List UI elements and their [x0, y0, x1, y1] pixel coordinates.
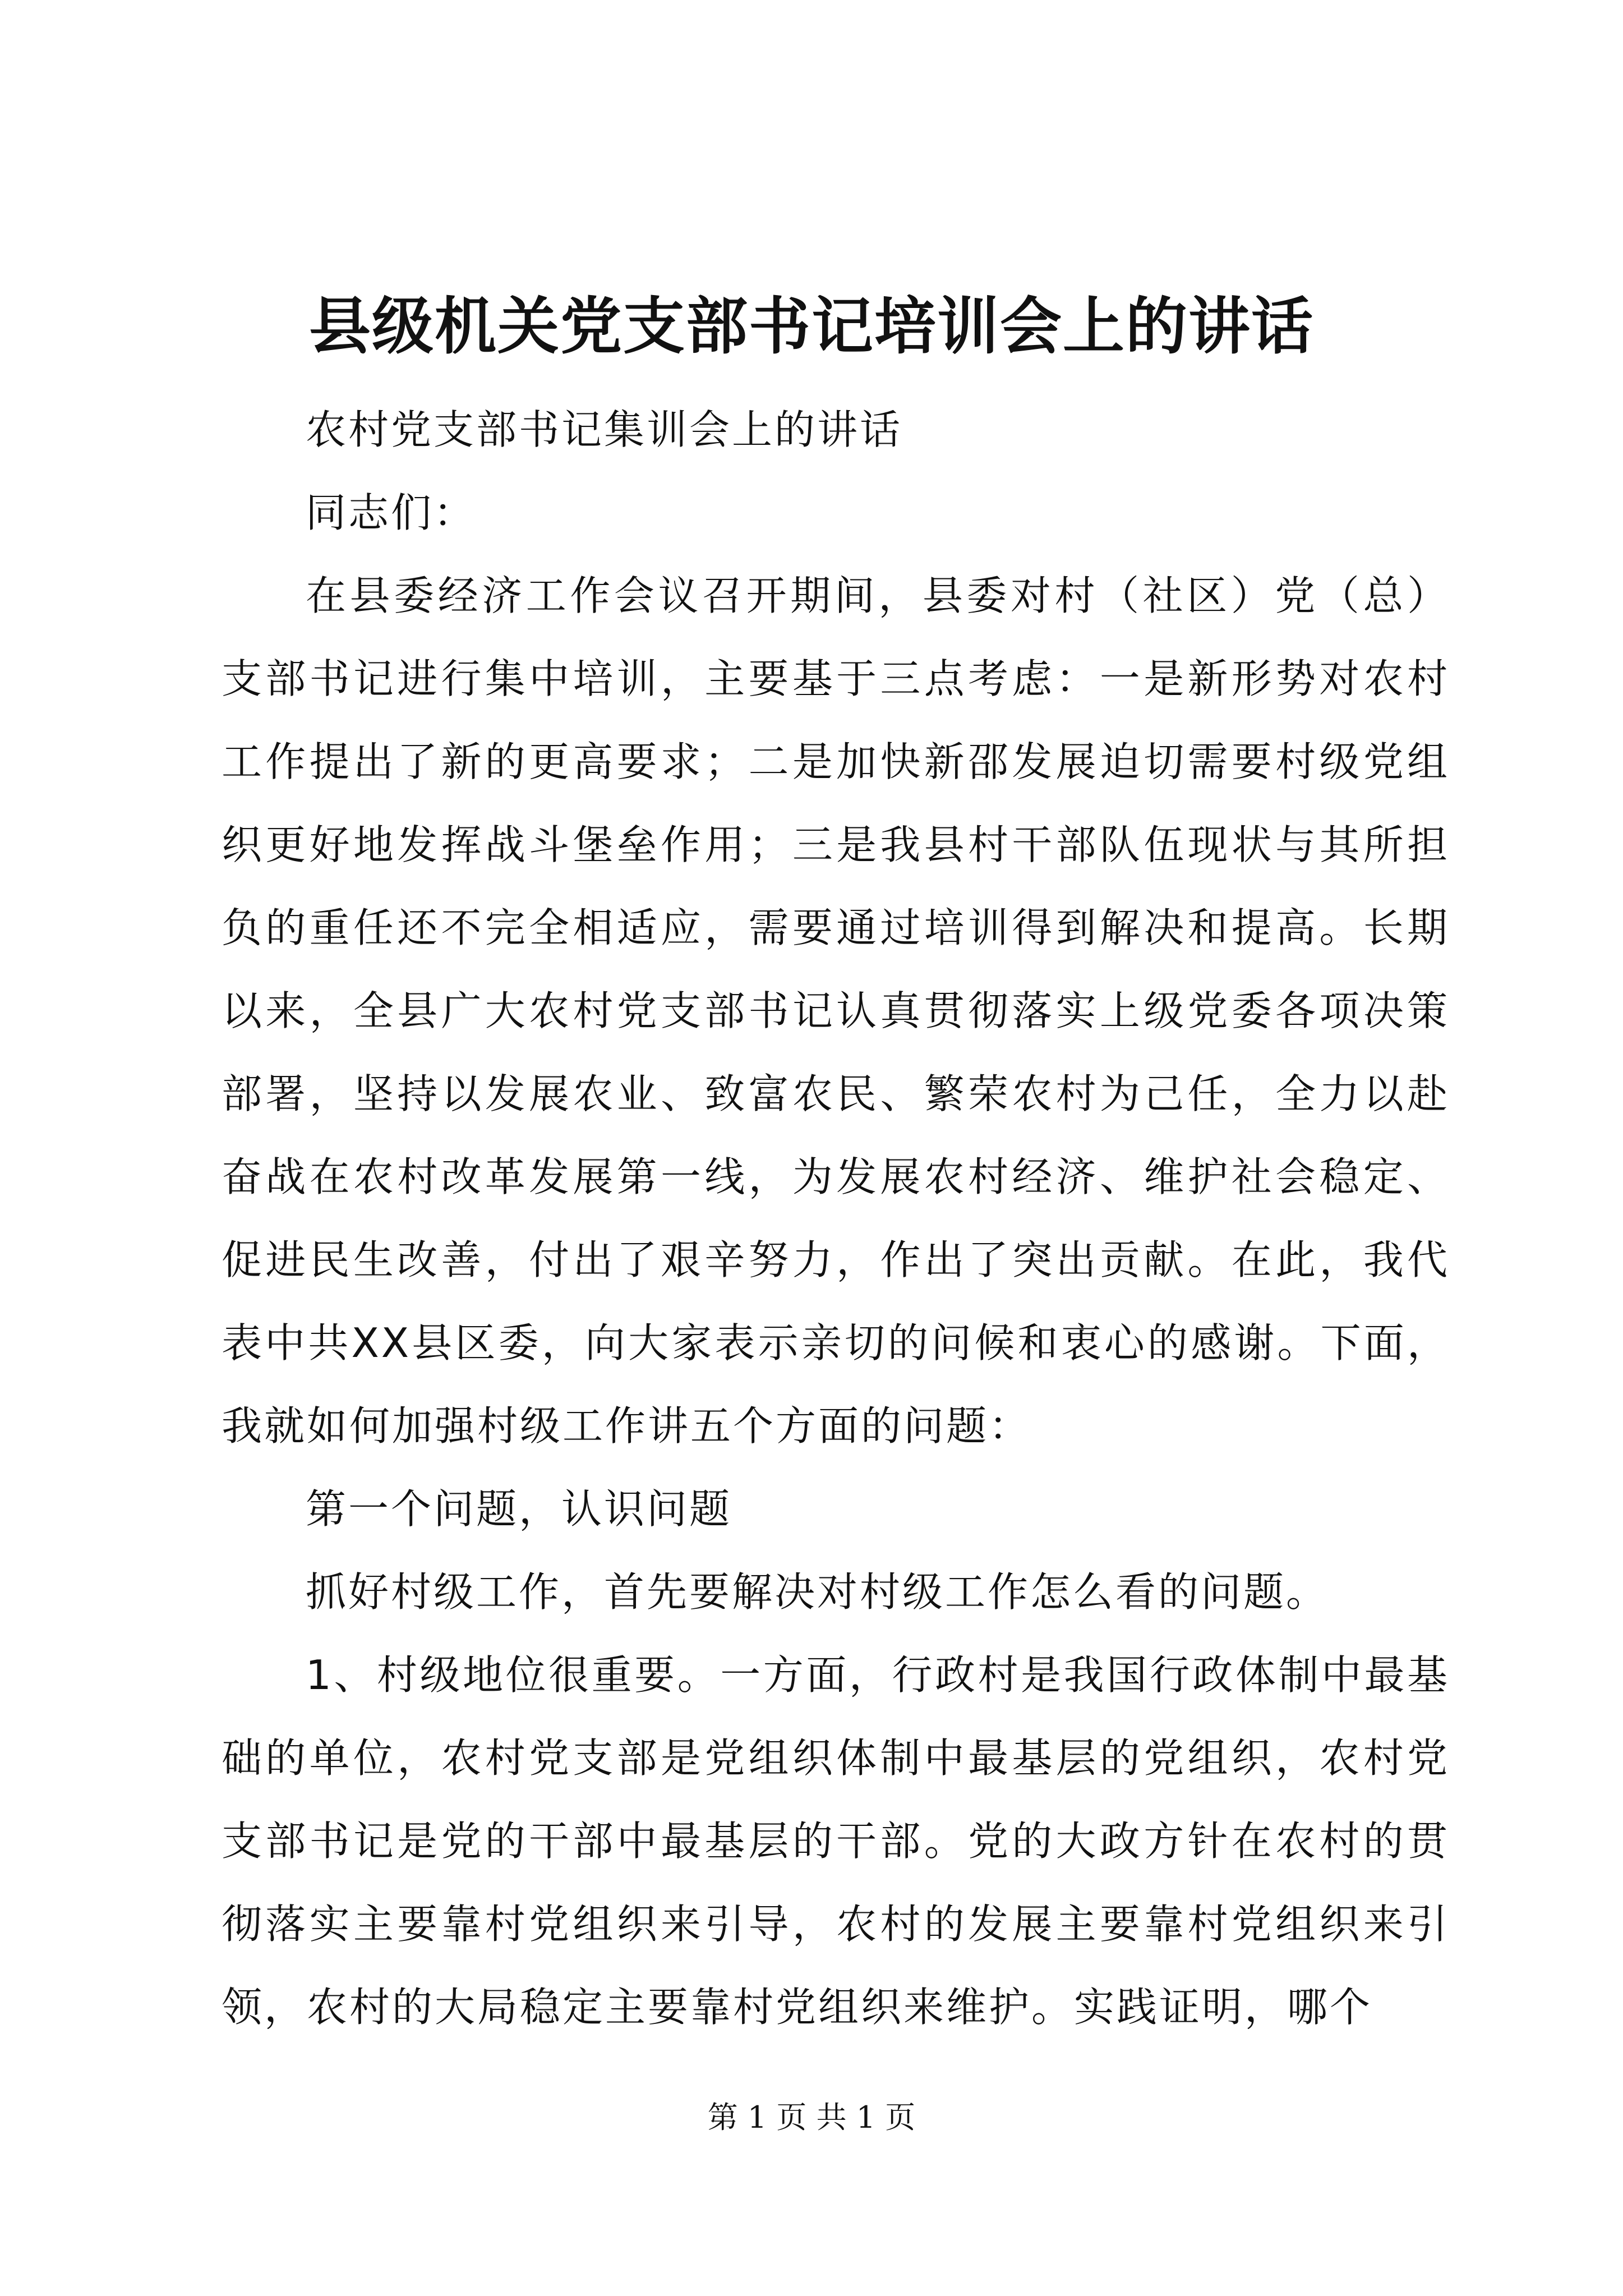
subtitle-paragraph: 农村党支部书记集训会上的讲话	[306, 406, 903, 453]
body-paragraph: 抓好村级工作，首先要解决对村级工作怎么看的问题。	[306, 1568, 1329, 1616]
salutation-paragraph: 同志们：	[306, 489, 477, 536]
document-body	[222, 388, 1450, 2049]
section-heading-paragraph: 第一个问题，认识问题	[306, 1485, 732, 1533]
document-title: 县级机关党支部书记培训会上的讲话	[309, 290, 1314, 362]
body-paragraph: 在县委经济工作会议召开期间，县委对村（社区）党（总）支部书记进行集中培训，主要基于三点考虑：一是新形势对农村工作提出了新的更高要求；二是加快新邵发展迫切需要村级党组织更好地发挥战斗堡垒作用；三是我县村干部队伍现状与其所担负的重任还不完全相适应，需要通过培训得到解决和提高。长期以来，全县广大农村党支部书记认真贯彻落实上级党委各项决策部署，坚持以发展农业、致富农民、繁荣农村为己任，全力以赴奋战在农村改革发展第一线，为发展农村经济、维护社会稳定、促进民生改善，付出了艰辛努力，作出了突出贡献。在此，我代表中共XX县区委，向大家表示亲切的问候和衷心的感谢。下面，我就如何加强村级工作讲五个方面的问题：	[222, 572, 1450, 1450]
body-paragraph: 1、村级地位很重要。一方面，行政村是我国行政体制中最基础的单位，农村党支部是党组织体制中最基层的党组织，农村党支部书记是党的干部中最基层的干部。党的大政方针在农村的贯彻落实主要靠村党组织来引导，农村的发展主要靠村党组织来引领，农村的大局稳定主要靠村党组织来维护。实践证明，哪个	[222, 1651, 1450, 2031]
page-number-footer: 第 1 页 共 1 页	[707, 2100, 916, 2135]
